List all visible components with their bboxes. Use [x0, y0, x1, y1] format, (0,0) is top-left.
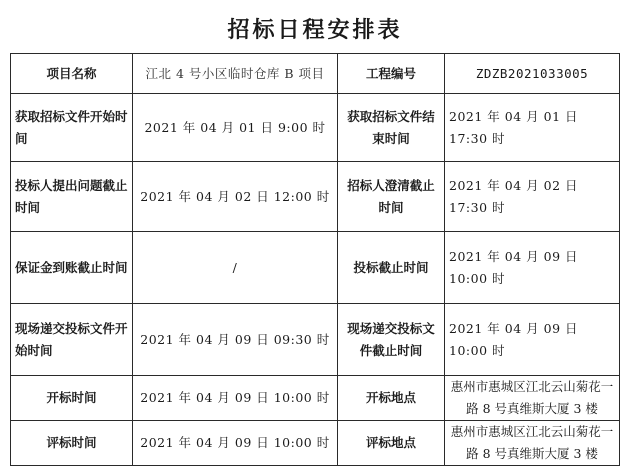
table-row: [11, 376, 620, 421]
opening-time-value: 2021 年 04 月 09 日 10:00 时: [133, 376, 338, 421]
bid-deadline-value: 2021 年 04 月 09 日 10:00 时: [445, 232, 620, 304]
question-deadline-value: 2021 年 04 月 02 日 12:00 时: [133, 162, 338, 232]
table-row: [11, 54, 620, 94]
clarify-deadline-label: 招标人澄清截止时间: [338, 162, 445, 232]
table-row: [11, 162, 620, 232]
onsite-start-label: 现场递交投标文件开始时间: [11, 304, 133, 376]
evaluation-place-label: 评标地点: [338, 421, 445, 466]
project-code-value: ZDZB2021033005: [445, 54, 620, 94]
evaluation-place-value: 惠州市惠城区江北云山菊花一路 8 号真维斯大厦 3 楼: [445, 421, 620, 466]
opening-place-label: 开标地点: [338, 376, 445, 421]
doc-end-value: 2021 年 04 月 01 日 17:30 时: [445, 94, 620, 162]
doc-start-value: 2021 年 04 月 01 日 9:00 时: [133, 94, 338, 162]
doc-start-label: 获取招标文件开始时间: [11, 94, 133, 162]
project-name-value: 江北 4 号小区临时仓库 B 项目: [133, 54, 338, 94]
deposit-deadline-value: /: [133, 232, 338, 304]
table-row: [11, 421, 620, 466]
bid-deadline-label: 投标截止时间: [338, 232, 445, 304]
deposit-deadline-label: 保证金到账截止时间: [11, 232, 133, 304]
table-row: [11, 232, 620, 304]
evaluation-time-value: 2021 年 04 月 09 日 10:00 时: [133, 421, 338, 466]
evaluation-time-label: 评标时间: [11, 421, 133, 466]
page-title: 招标日程安排表: [227, 17, 403, 43]
project-name-label: 项目名称: [11, 54, 133, 94]
schedule-table: [10, 53, 620, 466]
doc-end-label: 获取招标文件结束时间: [338, 94, 445, 162]
project-code-label: 工程编号: [338, 54, 445, 94]
clarify-deadline-value: 2021 年 04 月 02 日 17:30 时: [445, 162, 620, 232]
question-deadline-label: 投标人提出问题截止时间: [11, 162, 133, 232]
opening-place-value: 惠州市惠城区江北云山菊花一路 8 号真维斯大厦 3 楼: [445, 376, 620, 421]
table-row: [11, 94, 620, 162]
onsite-end-value: 2021 年 04 月 09 日 10:00 时: [445, 304, 620, 376]
onsite-start-value: 2021 年 04 月 09 日 09:30 时: [133, 304, 338, 376]
onsite-end-label: 现场递交投标文件截止时间: [338, 304, 445, 376]
table-row: [11, 304, 620, 376]
opening-time-label: 开标时间: [11, 376, 133, 421]
